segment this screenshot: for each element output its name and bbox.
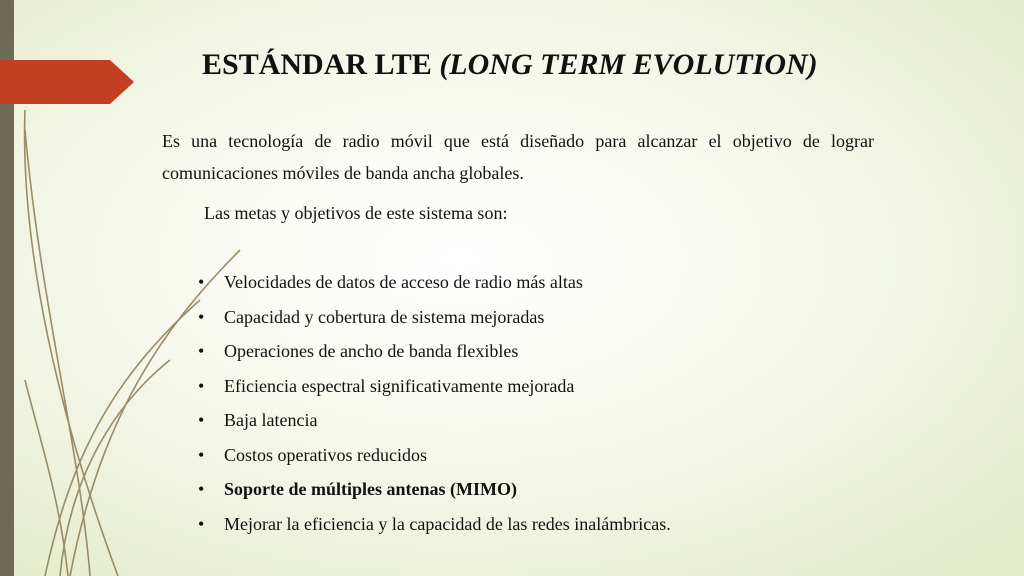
bullet-item — [198, 514, 671, 549]
bullet-dot: • — [198, 410, 205, 430]
bullet-dot: • — [198, 306, 205, 327]
bullet-text: Baja latencia — [224, 410, 318, 430]
bullet-dot: • — [198, 341, 205, 361]
bullet-dot: • — [198, 272, 205, 292]
bullet-item — [198, 479, 671, 514]
bullet-dot: • — [198, 375, 205, 396]
bullet-text: Eficiencia espectral significativamente mejorada — [224, 375, 575, 396]
bullet-dot: • — [198, 444, 205, 465]
bullet-text: Operaciones de ancho de banda flexibles — [224, 341, 519, 361]
bullet-text: Soporte de múltiples antenas (MIMO) — [224, 479, 517, 499]
bullet-item — [198, 410, 671, 445]
goals-heading: Las metas y objetivos de este sistema son: — [204, 203, 508, 223]
slide-title — [202, 48, 818, 82]
bullet-text: Capacidad y cobertura de sistema mejoradas — [224, 306, 545, 327]
title-arrow-shape — [0, 60, 140, 106]
bullet-item — [198, 445, 671, 480]
title-main: ESTÁNDAR LTE — [202, 48, 440, 81]
bullet-text: Mejorar la eficiencia y la capacidad de las redes inalámbricas. — [224, 513, 671, 534]
bullet-item — [198, 272, 671, 307]
bullet-dot: • — [198, 479, 205, 499]
bullet-item — [198, 376, 671, 411]
intro-paragraph: Es una tecnología de radio móvil que está diseñado para alcanzar el objetivo de lograr comunicaciones móviles de banda ancha globales. — [162, 131, 874, 183]
bullet-item — [198, 307, 671, 342]
bullet-text: Velocidades de datos de acceso de radio más altas — [224, 272, 583, 292]
title-italic: (LONG TERM EVOLUTION) — [439, 48, 818, 81]
bullet-item — [198, 341, 671, 376]
bullet-list — [198, 272, 671, 548]
bullet-text: Costos operativos reducidos — [224, 444, 427, 465]
bullet-dot: • — [198, 513, 205, 534]
